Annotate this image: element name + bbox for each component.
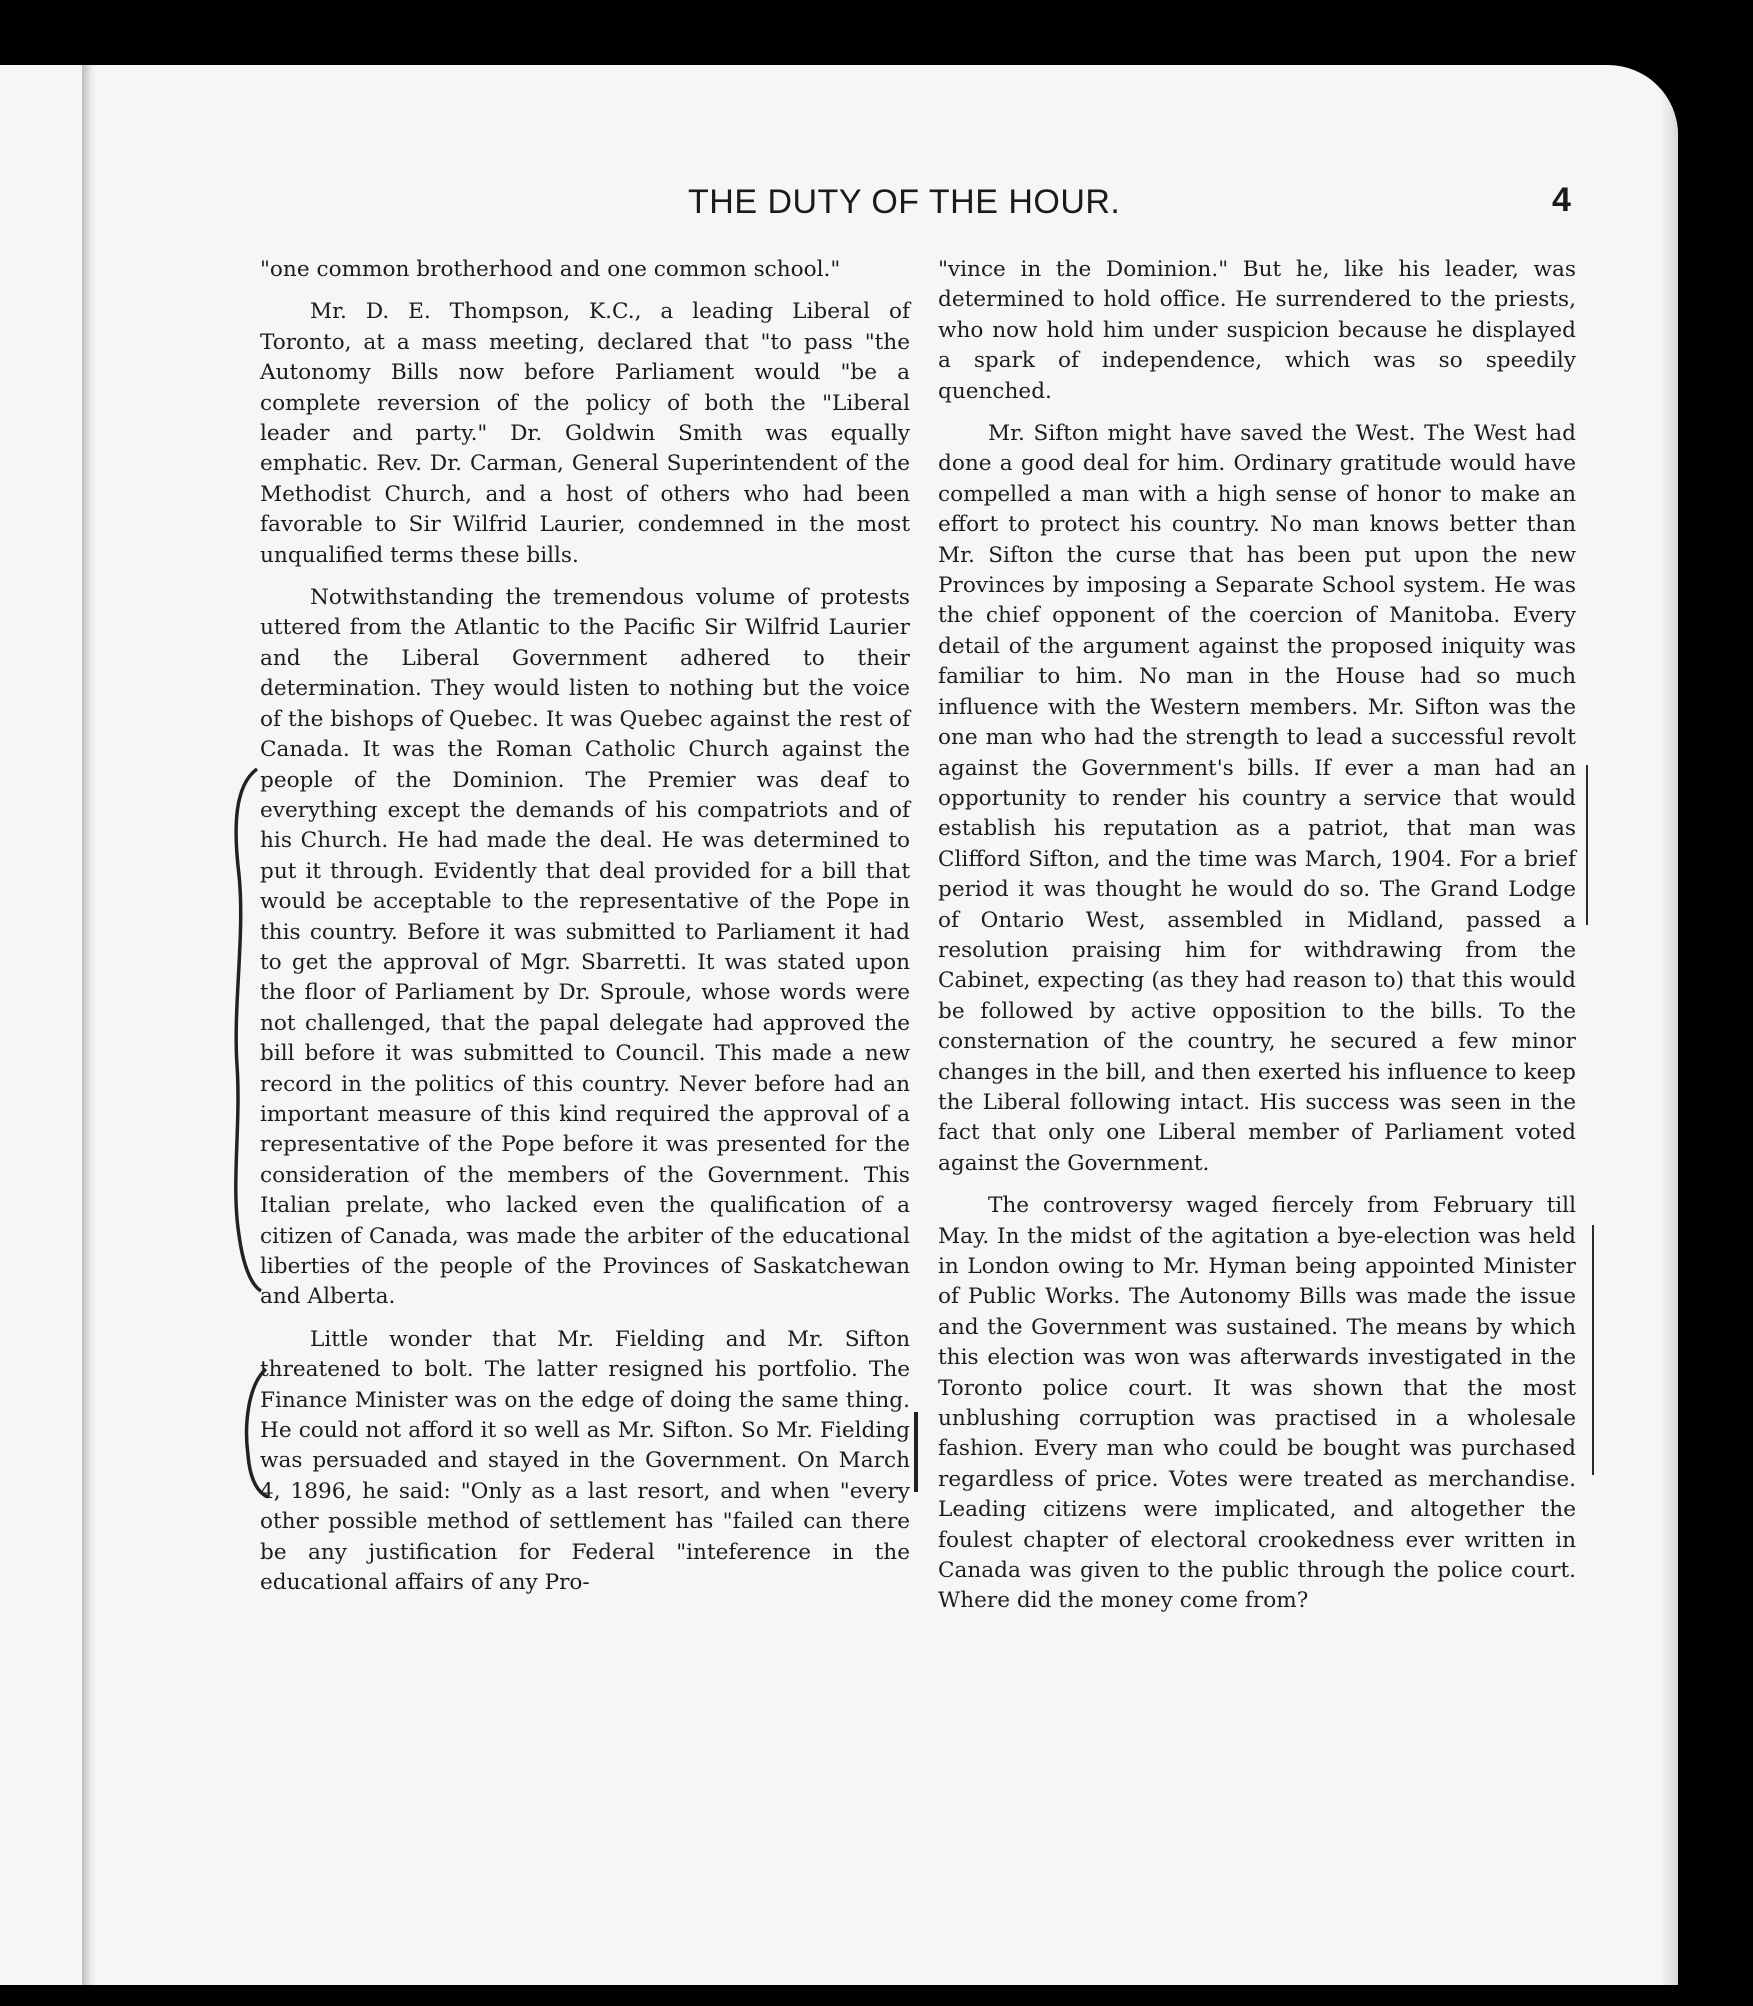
page-edge-shadow xyxy=(1660,65,1678,1985)
page-fold-shadow xyxy=(82,65,96,1985)
handwritten-bracket-mark xyxy=(225,765,265,1295)
margin-pencil-line xyxy=(1592,1225,1594,1475)
paragraph: Notwithstanding the tremendous volume of protests uttered from the Atlantic to the Pacific Sir Wilfrid Laurier and the Liberal Government adhered to their determination. They would listen to nothing but the voice of the bishops of Quebec. It was Quebec against the rest of Canada. It was the Roman Catholic Church against the people of the Dominion. The Premier was deaf to everything except the demands of his compatriots and of his Church. He had made the deal. He was determined to put it through. Evidently that deal provided for a bill that would be acceptable to the representative of the Pope in this country. Before it was submitted to Parliament it had to get the approval of Mgr. Sbarretti. It was stated upon the floor of Parliament by Dr. Sproule, whose words were not challenged, that the papal delegate had approved the bill before it was submitted to Council. This made a new record in the politics of this country. Never before had an important measure of this kind required the approval of a representative of the Pope before it was presented for the consideration of the members of the Government. This Italian prelate, who lacked even the qualification of a citizen of Canada, was made the arbiter of the educational liberties of the people of the Provinces of Saskatchewan and Alberta. xyxy=(260,585,910,1310)
handwritten-bracket-mark xyxy=(910,1410,922,1495)
paragraph: The controversy waged fiercely from February till May. In the midst of the agitation a bye-election was held in London owing to Mr. Hyman being appointed Minister of Public Works. The Autonomy Bills was made the issue and the Government was sustained. The means by which this election was won was afterwards investigated in the Toronto police court. It was shown that the most unblushing corruption was practised in a wholesale fashion. Every man who could be bought was purchased regardless of price. Votes were treated as merchandise. Leading citizens were implicated, and altogether the foulest chapter of electoral crookedness ever written in Canada was given to the public through the police court. Where did the money come from? xyxy=(938,1193,1576,1614)
margin-pencil-line xyxy=(1586,765,1588,925)
scanned-page xyxy=(0,65,1678,1985)
paragraph: Little wonder that Mr. Fielding and Mr. Sifton threatened to bolt. The latter resigned his portfolio. The Finance Minister was on the edge of doing the same thing. He could not afford it so well as Mr. Sifton. So Mr. Fielding was persuaded and stayed in the Government. On March 4, 1896, he said: "Only as a last resort, and when "every other possible method of settlement has "failed can there be any justification for Federal "inteference in the educational affairs of any Pro- xyxy=(260,1326,910,1596)
paragraph: "one common brotherhood and one common school." xyxy=(260,257,841,282)
paragraph: "vince in the Dominion." But he, like his leader, was determined to hold office. He surrendered to the priests, who now hold him under suspicion because he displayed a spark of independence, which was so speedily quenched. xyxy=(938,257,1576,404)
right-column xyxy=(938,255,1576,1629)
paragraph: Mr. D. E. Thompson, K.C., a leading Liberal of Toronto, at a mass meeting, declared that "to pass "the Autonomy Bills now before Parliament would "be a complete reversion of the policy of both the "Liberal leader and party." Dr. Goldwin Smith was equally emphatic. Rev. Dr. Carman, General Superintendent of the Methodist Church, and a host of others who had been favorable to Sir Wilfrid Laurier, condemned in the most unqualified terms these bills. xyxy=(260,299,910,568)
left-column xyxy=(260,255,910,1610)
page-number: 4 xyxy=(1552,181,1571,219)
page-title: THE DUTY OF THE HOUR. xyxy=(688,183,1121,221)
paragraph: Mr. Sifton might have saved the West. The West had done a good deal for him. Ordinary gratitude would have compelled a man with a high sense of honor to make an effort to protect his country. No man knows better than Mr. Sifton the curse that has been put upon the new Provinces by imposing a Separate School system. He was the chief opponent of the coercion of Manitoba. Every detail of the argument against the proposed iniquity was familiar to him. No man in the House had so much influence with the Western members. Mr. Sifton was the one man who had the strength to lead a successful revolt against the Government's bills. If ever a man had an opportunity to render his country a service that would establish his reputation as a patriot, that man was Clifford Sifton, and the time was March, 1904. For a brief period it was thought he would do so. The Grand Lodge of Ontario West, assembled in Midland, passed a resolution praising him for withdrawing from the Cabinet, expecting (as they had reason to) that this would be followed by active opposition to the bills. To the consternation of the country, he secured a few minor changes in the bill, and then exerted his influence to keep the Liberal following intact. His success was seen in the fact that only one Liberal member of Parliament voted against the Government. xyxy=(938,421,1576,1176)
